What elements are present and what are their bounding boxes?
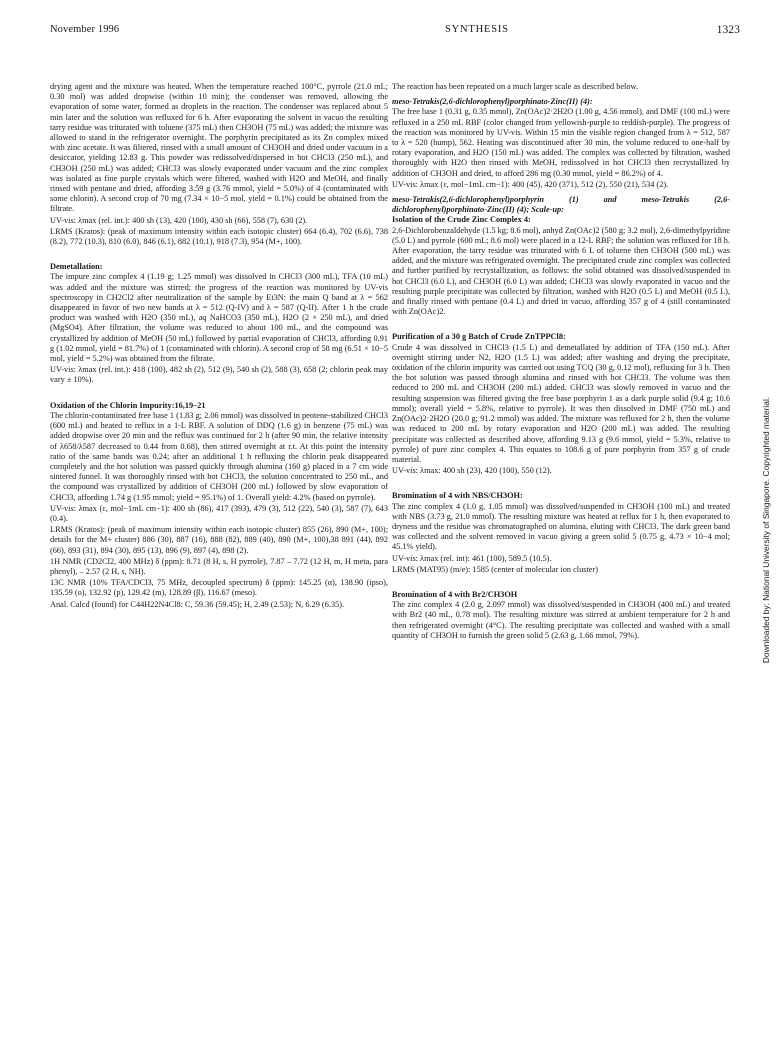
left-intro-uv: UV-vis: λmax (rel. int.): 400 sh (13), 420 (100), 430 sh (66), 558 (7), 630 (2). xyxy=(50,215,308,225)
oxidation-uv: UV-vis: λmax (ε, mol−1mL cm−1): 400 sh (86), 417 (393), 479 (3), 512 (22), 540 (3), 587 (7), 643 (0.4). xyxy=(50,503,388,523)
spacer xyxy=(392,576,730,590)
spacer xyxy=(50,248,388,262)
left-intro-lrms: LRMS (Kratos): (peak of maximum intensity within each isotopic cluster) 664 (6.4), 702 (6.6), 738 (8.2), 772 (10.3), 810 (6.0), 846 (6.1), 882 (10.1), 918 (7.3), 954 (M+, 100). xyxy=(50,226,388,247)
zinc-complex-uv: UV-vis: λmax (ε, mol−1mL cm−1): 400 (45), 420 (371), 512 (2), 550 (21), 534 (2). xyxy=(392,179,669,189)
br2-bromination-heading: Bromination of 4 with Br2/CH3OH xyxy=(392,589,518,599)
spacer xyxy=(392,477,730,491)
header-page-number: 1323 xyxy=(716,24,740,36)
left-column xyxy=(50,82,388,611)
scaleup-subheading: Isolation of the Crude Zinc Complex 4: xyxy=(392,215,531,225)
spacer xyxy=(50,387,388,401)
download-watermark-text: Downloaded by: National University of Singapore. Copyrighted material. xyxy=(761,396,771,664)
oxidation-1h-nmr: 1H NMR (CD2Cl2, 400 MHz) δ (ppm): 8.71 (8 H, s, H pyrrole), 7.87 – 7.72 (12 H, m, H meta, para phenyl), – 2.57 (2 H, s, NH). xyxy=(50,556,388,576)
oxidation-13c-nmr: 13C NMR (10% TFA/CDCl3, 75 MHz, decoupled spectrum) δ (ppm): 145.25 (α), 138.90 (ipso), 135.59 (o), 132.92 (p), 129.42 (m), 128.89 (β), 116.67 (meso). xyxy=(50,578,388,598)
nbs-bromination-uv: UV-vis: λmax (rel. int): 461 (100), 589.5 (10.5). xyxy=(392,553,552,563)
nbs-bromination-paragraph: The zinc complex 4 (1.0 g, 1.05 mmol) was dissolved/suspended in CH3OH (100 mL) and treated with NBS (3.73 g, 21.0 mmol). The resulting mixture was heated at reflux for 1 h, then evaporated to dryness and the residue was chromatographed on alumina, eluting with CHCl3. The dark green band was collected and the solvent removed in vacuo giving a green solid 5 (0.75 g, 4.73 × 10−4 mol; 45.1% yield). xyxy=(392,501,730,552)
zinc-complex-heading: meso-Tetrakis(2,6-dichlorophenyl)porphinato-Zinc(II) (4): xyxy=(392,97,593,107)
br2-bromination-paragraph: The zinc complex 4 (2.0 g, 2.097 mmol) was dissolved/suspended in CH3OH (400 mL) and treated with Br2 (40 mL, 0.78 mol). The resulting mixture was stirred at ambient temperature for 2 h and then refrigerated overnight (4°C). The resulting precipitate was collected and washed with a small quantity of CH3OH to furnish the green solid 5 (2.63 g, 1.66 mmol, 79%). xyxy=(392,600,730,640)
download-watermark xyxy=(760,150,772,910)
purification-uv: UV-vis: λmax: 400 sh (23), 420 (100), 550 (12). xyxy=(392,466,552,476)
nbs-bromination-lrms: LRMS (MAT95) (m/e): 1585 (center of molecular ion cluster) xyxy=(392,564,598,574)
oxidation-lrms: LRMS (Kratos): (peak of maximum intensity within each isotopic cluster) 855 (26), 890 (M+, 100); details for the M+ cluster) 886 (30), 887 (16), 888 (82), 889 (40), 890 (M+, 100),38 891 (44), 892 (66), 893 (31), 894 (30), 895 (13), 896 (9), 897 (4), 898 (2). xyxy=(50,525,388,555)
zinc-complex-paragraph: The free base 1 (0.31 g, 0.35 mmol), Zn(OAc)2·2H2O (1.00 g, 4.56 mmol), and DMF (100 mL) were refluxed in a 250 mL RBF (color changed from yellowish-purple to reddish-purple). The progress of the reaction was monitored by UV-vis. Within 15 min the visible region changed from λ = 512, 587 to λ = 520 (hump), 562. Heating was discontinued after 30 min, the volume reduced to one-half by rotary evaporation, and H2O (150 mL) was added. The complex was collected by filtration, washed thoroughly with H2O then rinsed with MeOH, redissolved in hot CHCl3 then recrystallized by addition of CH3OH and dried, to afford 286 mg (0.30 mmol, yield = 86.2%) of 4. xyxy=(392,107,730,178)
oxidation-paragraph: The chlorin-contaminated free base 1 (1.83 g; 2.06 mmol) was dissolved in pentene-stabilized CHCl3 (600 mL) and heated to reflux in a 1-L RBF. A solution of DDQ (1.6 g) in benzene (75 mL) was added dropwise over 20 min and the reflux was continued for 2 h (after 90 min, the relative intensity of λ658/λ587 decreased to 0.44 from 0.68), then stirred overnight at r.t. At this point the intensity ratio of the same bands was 0.24; after an additional 1 h refluxing the chlorin peak disappeared completely and the hot solution was passed quickly through alumina (160 g) placed in a 7 cm wide sintered funnel. It was thoroughly rinsed with hot CHCl3, the solution concentrated to 250 mL, and the compound was crystallized by addition of CH3OH (200 mL) followed by slow evaporation of CHCl3, affording 1.74 g (1.95 mmol; yield = 95.1%) of 1. Overall yield: 4.2% (based on pyrrole). xyxy=(50,410,388,502)
purification-heading: Purification of a 30 g Batch of Crude ZnTPPCl8: xyxy=(392,332,566,342)
oxidation-elemental-analysis: Anal. Calcd (found) for C44H22N4Cl8: C, 59.36 (59.45); H, 2.49 (2.53); N, 6.29 (6.35). xyxy=(50,599,345,609)
header-journal: SYNTHESIS xyxy=(445,24,509,35)
scaleup-paragraph: 2,6-Dichlorobenzaldehyde (1.5 kg; 8.6 mol), anhyd Zn(OAc)2 (580 g; 3.2 mol), 2,6-dimethylpyridine (5.0 L) and pyrrole (600 mL; 8.6 mol) were placed in a 12-L RBF; the solution was refluxed for 18 h. After evaporation, the tarry residue was triturated with 6 L of toluene then CH3OH (500 mL) was added, and the mixture was refrigerated overnight. The precipitated crude zinc complex was collected and further purified by recrystallization, as follows: the solid obtained was dissolved/suspended in hot CHCl3 (6.0 L), and CH3OH (6.0 L) was added; CHCl3 was slowly evaporated in vacuo and the resulting purple precipitate was collected by filtration, washed with H2O (0.5 L) and MeOH (0.5 L), and finally rinsed with pentane (0.4 L) and dried in vacuo, affording 357 g of 4 (still contaminated with Zn(OAc)2. xyxy=(392,225,730,317)
running-header xyxy=(50,24,740,40)
scaleup-heading: meso-Tetrakis(2,6-dichlorophenyl)porphyrin (1) and meso-Tetrakis (2,6-dichlorophenyl)porphinato-Zinc(II) (4); Scale-up: xyxy=(392,195,730,215)
demetallation-uv: UV-vis: λmax (rel. int.): 418 (100), 482 sh (2), 512 (9), 540 sh (2), 588 (3), 658 (2; chlorin peak may vary ± 10%). xyxy=(50,365,388,385)
oxidation-heading: Oxidation of the Chlorin Impurity:16,19–21 xyxy=(50,400,206,410)
purification-paragraph: Crude 4 was dissolved in CHCl3 (1.5 L) and demetallated by addition of TFA (150 mL). After overnight stirring under N2, H2O (1.5 L) was added; after washing and drying the precipitate, oxidation of the chlorin impurity was carried out using TCQ (30 g, 0.12 mol), refluxing for 3 h. Then the hot solution was passed through alumina and rinsed with hot CHCl3. The volume was then reduced to 200 mL and CH3OH (200 mL) added. CHCl3 was slowly removed in vacuo and the resulting suspension was filtered giving the free base porphyrin 1 as a dark purple solid (9.4 g; 10.6 mmol); overall yield = 5.8%, relative to pyrrole). It was then dissolved in DMF (750 mL) and Zn(OAc)2·2H2O (20.0 g; 91.2 mmol) was added. The mixture was refluxed for 2 h, then the volume was reduced to 200 mL by rotary evaporation and H2O (200 mL) was added. The resulting precipitate was collected as described above, affording 9.13 g (9.6 mmol, yield = 5.3%, relative to pyrrole) of pure zinc complex 4. This equates to 108.6 g of pure porphyrin from 357 g of crude material. xyxy=(392,342,730,464)
left-intro-paragraph: drying agent and the mixture was heated. When the temperature reached 100°C, pyrrole (21.0 mL; 0.30 mol) was added dropwise (within 10 min); the condenser was removed, allowing the evaporation of some water, formed as droplets in the reaction. The condenser was replaced about 5 min later and the solution was refluxed for 6 h. After evaporating the solvent in vacuo the resulting tarry residue was triturated with toluene (375 mL) then CH3OH (75 mL) was added; the mixture was allowed to stand in the refrigerator overnight. The porphyrin precipitated as its Zn complex mixed with zinc acetate. It was filtered, rinsed with a small amount of CH3OH and dried under vacuum in a desiccator, yielding 12.83 g. This powder was redissolved/dispersed in hot CHCl3 (250 mL), and CH3OH (250 mL) was added; CHCl3 was slowly evaporated under vacuum and the zinc complex was isolated as fine purple crystals which were filtered, washed with H2O and MeOH, and finally rinsed with pentane and dried, affording 3.59 g (3.76 mmol, yield = 5.0%) of 4 (contaminated with some chlorin). A second crop of 70 mg (7.34 × 10−5 mol, yield = 0.1%) could be obtained from the filtrate. xyxy=(50,82,388,214)
right-intro-paragraph: The reaction has been repeated on a much larger scale as described below. xyxy=(392,82,639,91)
spacer xyxy=(392,318,730,332)
demetallation-heading: Demetallation: xyxy=(50,262,103,272)
right-column xyxy=(392,82,730,642)
nbs-bromination-heading: Bromination of 4 with NBS/CH3OH: xyxy=(392,491,523,501)
header-date: November 1996 xyxy=(50,24,120,35)
demetallation-paragraph: The impure zinc complex 4 (1.19 g; 1.25 mmol) was dissolved in CHCl3 (300 mL), TFA (10 mL) was added and the mixture was stirred; the progress of the reaction was monitored by UV-vis spectroscopy in CH2Cl2 after neutralization of the sample by Et3N: the main Q band at λ = 562 disappeared in favor of two new bands at λ = 512 (Q-IV) and λ = 587 (Q-II). After 1 h the crude product was washed with H2O (350 mL), aq NaHCO3 (350 mL), H2O (2 × 250 mL), and dried (MgSO4). After filtration, the volume was reduced to about 100 mL, and the compound was crystallized by addition of MeOH (50 mL) followed by partial evaporation of CHCl3, affording 0.91 g (1.02 mmol, yield = 81.7%) of 1 (contaminated with chlorin). A second crop of 58 mg (6.51 × 10−5 mol, yield = 5.2%) was obtained from the filtrate. xyxy=(50,272,388,364)
